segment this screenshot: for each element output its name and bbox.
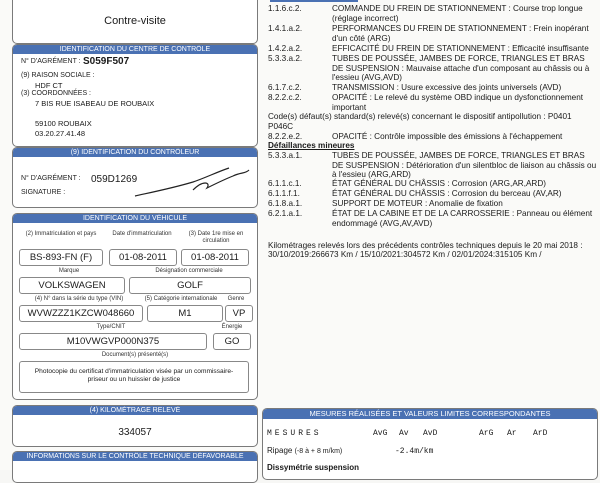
defect-code: 6.1.8.a.1. [268,199,303,208]
defect-description: : Corrosion (ARG,AR,ARD) [444,179,546,188]
defect-text [332,199,597,209]
vehicule-box [12,213,258,400]
controleur-header: (9) IDENTIFICATION DU CONTRÔLEUR [13,148,257,157]
signature-label: SIGNATURE : [21,189,66,196]
genre-field: VP [225,305,253,322]
mesures-col-header: ArG [479,429,494,438]
defect-text [332,4,597,23]
marque-label: Marque [58,268,80,274]
defect-title: SUPPORT DE MOTEUR [332,199,423,208]
defect-description: : Anomalie de fixation [422,199,503,208]
energie-field: GO [213,333,251,350]
ripage-value: -2.4m/km [395,447,434,456]
defect-description: : Détérioration d'un silentbloc de liaison au châssis ou à l'essieu (ARG,ARD) [332,160,597,180]
obd-note [268,112,598,131]
signature-mark [133,162,253,202]
centre-agrement-value: S059F507 [83,56,130,67]
immat-field: BS-893-FN (F) [19,249,103,266]
raison-label: (9) RAISON SOCIALE : [21,72,95,79]
defect-title: ÉTAT GÉNÉRAL DU CHÂSSIS [332,189,445,198]
defect-code: 6.1.1.f.1. [268,189,300,198]
date-immat-field: 01-08-2011 [109,249,177,266]
defects-header-strip [270,0,358,2]
documents-field: Photocopie du certificat d'immatriculation visée par un commissaire-priseur ou un huissier de justice [19,361,249,393]
defect-code: 8.2.2.e.2. [268,132,303,141]
defect-title: TUBES DE POUSSÉE, JAMBES DE FORCE, TRIANGLES ET BRAS DE SUSPENSION [332,151,585,170]
designation-field: GOLF [129,277,251,294]
defect-description: : Efficacité insuffisante [505,44,589,53]
defect-code: 8.2.2.c.2. [268,93,302,102]
defect-code: 6.2.1.a.1. [268,209,303,218]
defect-title: TRANSMISSION [332,83,395,92]
vin-label: (4) N° dans la série du type (VIN) [34,296,124,302]
categorie-label: (5) Catégorie internationale [144,296,218,302]
controleur-agrement-label: N° D'AGRÉMENT : [21,175,81,182]
centre-box [12,44,258,147]
defect-text: OPACITÉ : Contrôle impossible des émissions à l'échappement [332,132,563,141]
centre-agrement-label: N° D'AGRÉMENT : [21,58,81,65]
defect-text [332,151,597,180]
ripage-range: (-8 à + 8 m/km) [294,448,343,455]
defect-code: 1.1.6.c.2. [268,4,302,13]
defect-code: 5.3.3.a.2. [268,54,303,63]
defect-description: : Panneau ou élément endommagé (AVG,AV,AVD) [332,209,593,228]
mesures-col-header: Av [399,429,409,438]
address-line-2: 59100 ROUBAIX [35,119,92,128]
vin-field: WVWZZZ1KZCW048660 [19,305,143,322]
defect-text [332,54,597,83]
info-header: INFORMATIONS SUR LE CONTRÔLE TECHNIQUE DÉFAVORABLE [13,452,257,461]
defect-title: PERFORMANCES DU FREIN DE STATIONNEMENT [332,24,527,33]
mineures-title: Défaillances mineures [268,141,355,150]
obd-note-text: Code(s) défaut(s) standard(s) relevé(s) concernant le dispositif antipollution : P0401 P046C [268,112,572,131]
defect-description: : Le relevé du système OBD indique un dysfonctionnement important [332,93,584,112]
defect-text [332,189,597,199]
controleur-agrement-value: 059D1269 [91,174,138,185]
defect-title: TUBES DE POUSSÉE, JAMBES DE FORCE, TRIANGLES ET BRAS DE SUSPENSION [332,54,585,73]
ripage-label: Ripage [267,446,293,455]
designation-label: Désignation commerciale [155,268,223,274]
defect-title: OPACITÉ [332,93,368,102]
defect-description: : Mauvaise attache d'un composant au châssis ou à l'essieu (AVG,AVD) [332,63,590,83]
kilometrage-header: (4) KILOMÉTRAGE RELEVÉ [13,406,257,415]
mesures-col-header: AvD [423,429,438,438]
defect-code: 1.4.2.a.2. [268,44,303,53]
mesures-box [262,408,598,480]
defect-text [332,93,597,112]
mesures-col-header: AvG [373,429,388,438]
genre-label: Genre [227,296,245,302]
kilometrage-value: 334057 [118,427,152,438]
date-immat-label: Date d'immatriculation [112,231,172,237]
marque-field: VOLKSWAGEN [19,277,125,294]
defect-code: 1.4.1.a.2. [268,24,303,33]
defect-code: 5.3.3.a.1. [268,151,303,160]
defect-title: ÉTAT GÉNÉRAL DU CHÂSSIS [332,179,445,188]
defect-text [332,24,597,43]
km-history: Kilométrages relevés lors des précédents contrôles techniques depuis le 20 mai 2018 : 30/10/2019:266673 Km / 15/10/2021:304572 Km / 02/01/2024:315105 Km / [268,241,583,260]
result-box [12,0,258,44]
type-label: Type/CNIT [96,324,126,330]
documents-label: Document(s) présenté(s) [101,352,169,358]
vehicule-header: IDENTIFICATION DU VÉHICULE [13,214,257,223]
defect-text [332,179,597,189]
mesures-col-title: MESURES [267,429,322,438]
defect-description: : Usure excessive des joints universels (AVD) [394,83,562,92]
defect-text [332,44,597,54]
date-circ-label: (3) Date 1re mise en circulation [188,231,244,244]
kilometrage-box [12,405,258,447]
defect-description: : Course trop longue (réglage incorrect) [332,4,583,23]
defect-title: ÉTAT DE LA CABINE ET DE LA CARROSSERIE [332,209,510,218]
mesures-col-header: ArD [533,429,548,438]
defect-code: 6.1.1.c.1. [268,179,302,188]
info-box [12,451,258,483]
centre-header: IDENTIFICATION DU CENTRE DE CONTRÔLE [13,45,257,54]
type-field: M10VWGVP000N375 [19,333,207,350]
centre-phone: 03.20.27.41.48 [35,129,86,138]
defect-description: : Corrosion du berceau (AV,AR) [444,189,562,198]
energie-label: Énergie [221,324,243,330]
raison-value: HDF CT [35,81,63,90]
result-value: Contre-visite [104,15,166,27]
immat-label: (2) Immatriculation et pays [25,231,97,237]
controleur-box [12,147,258,208]
dissym-label: Dissymétrie suspension [267,463,360,472]
defect-title: COMMANDE DU FREIN DE STATIONNEMENT [332,4,507,13]
coord-label: (3) COORDONNÉES : [21,90,92,97]
mesures-header: MESURES RÉALISÉES ET VALEURS LIMITES CORRESPONDANTES [263,409,597,419]
defect-text [332,83,597,93]
defect-text [332,209,597,228]
defect-description: : Frein inopérant d'un côté (ARG) [332,24,589,43]
date-circ-field: 01-08-2011 [181,249,249,266]
defect-title: EFFICACITÉ DU FREIN DE STATIONNEMENT [332,44,506,53]
address-line-1: 7 BIS RUE ISABEAU DE ROUBAIX [35,99,155,108]
mesures-col-header: Ar [507,429,517,438]
defect-code: 6.1.7.c.2. [268,83,302,92]
categorie-field: M1 [147,305,223,322]
ripage-row [267,446,342,455]
